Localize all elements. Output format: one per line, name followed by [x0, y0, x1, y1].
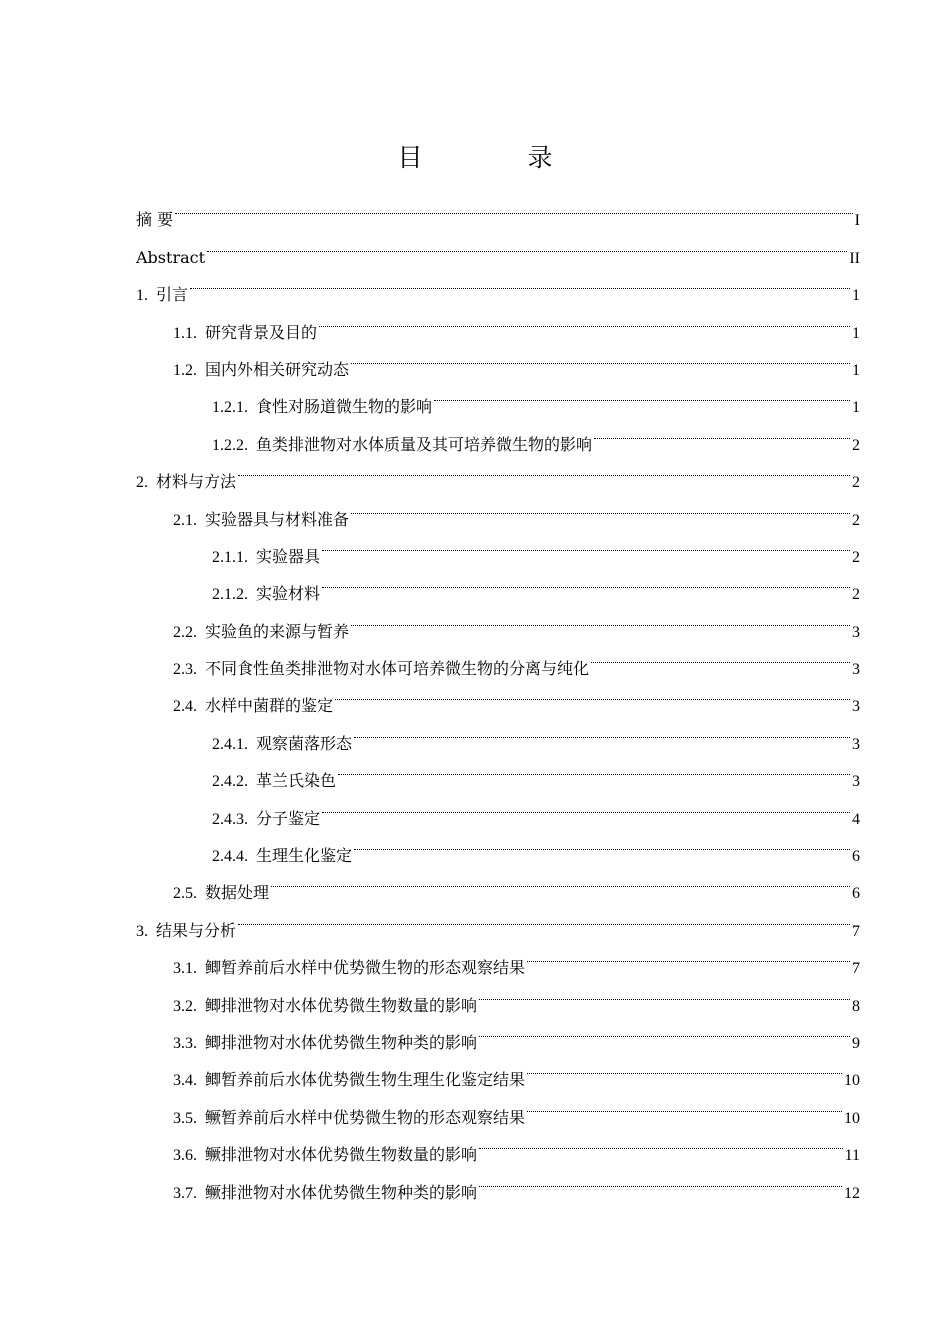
- toc-dot-leader: [351, 599, 850, 636]
- toc-entry-title: 实验器具与材料准备: [205, 509, 350, 529]
- toc-entry-page-number: 3: [852, 623, 860, 641]
- toc-dot-leader: [338, 749, 850, 786]
- toc-entry-page-number: 11: [844, 1147, 860, 1165]
- toc-entry-page-number: I: [854, 212, 860, 230]
- toc-entry-page-number: 2: [852, 586, 860, 604]
- toc-entry-page-number: 10: [844, 1109, 860, 1127]
- toc-entry-title: 结果与分析: [156, 920, 237, 940]
- toc-dot-leader: [322, 562, 850, 599]
- toc-dot-leader: [479, 1160, 842, 1197]
- toc-entry-title: 鱼类排泄物对水体质量及其可培养微生物的影响: [256, 434, 593, 454]
- toc-entry-title: 材料与方法: [156, 472, 237, 492]
- toc-dot-leader: [527, 1048, 842, 1085]
- toc-dot-leader: [335, 674, 850, 711]
- toc-entry[interactable]: [136, 263, 860, 305]
- toc-entry-page-number: 1: [852, 399, 860, 417]
- toc-entry-number: 3.7.: [173, 1184, 197, 1202]
- toc-entry-page-number: II: [849, 249, 860, 267]
- toc-entry-page-number: 3: [852, 735, 860, 753]
- toc-dot-leader: [322, 525, 850, 562]
- toc-entry-number: 2.4.2.: [212, 773, 248, 791]
- toc-entry-number: 1.2.1.: [212, 399, 248, 417]
- toc-entry-number: 3.4.: [173, 1072, 197, 1090]
- toc-entry-number: 1.2.2.: [212, 436, 248, 454]
- toc-entry-title: 鲫排泄物对水体优势微生物种类的影响: [205, 1032, 478, 1052]
- toc-entry-number: 1.: [136, 287, 148, 305]
- toc-entry[interactable]: [136, 450, 860, 492]
- toc-dot-leader: [351, 487, 850, 524]
- toc-entry-title: 鳜排泄物对水体优势微生物数量的影响: [205, 1145, 478, 1165]
- toc-entry-number: 2.1.1.: [212, 548, 248, 566]
- toc-entry-title: 国内外相关研究动态: [205, 359, 350, 379]
- toc-entry-title: 观察菌落形态: [256, 733, 353, 753]
- toc-entry-page-number: 7: [852, 960, 860, 978]
- toc-entry-title: 鳜暂养前后水样中优势微生物的形态观察结果: [205, 1107, 526, 1127]
- toc-dot-leader: [175, 188, 853, 225]
- toc-dot-leader: [527, 936, 850, 973]
- toc-dot-leader: [238, 898, 850, 935]
- toc-entry-title: 实验材料: [256, 584, 321, 604]
- toc-entry-page-number: 3: [852, 698, 860, 716]
- toc-entry-number: 1.1.: [173, 324, 197, 342]
- table-of-contents: [136, 188, 860, 1202]
- toc-entry-title: 鲫暂养前后水体优势微生物生理生化鉴定结果: [205, 1070, 526, 1090]
- toc-entry-number: 1.2.: [173, 361, 197, 379]
- toc-entry-page-number: 4: [852, 810, 860, 828]
- toc-entry[interactable]: [136, 188, 860, 230]
- toc-entry-title: 水样中菌群的鉴定: [205, 696, 334, 716]
- toc-entry-number: 2.4.4.: [212, 848, 248, 866]
- toc-entry-number: 3.3.: [173, 1034, 197, 1052]
- toc-entry-title: 实验鱼的来源与暂养: [205, 621, 350, 641]
- toc-entry-page-number: 6: [852, 885, 860, 903]
- toc-entry-title: 鳜排泄物对水体优势微生物种类的影响: [205, 1182, 478, 1202]
- toc-dot-leader: [479, 1011, 850, 1048]
- toc-entry-page-number: 2: [852, 548, 860, 566]
- toc-entry[interactable]: [136, 487, 860, 529]
- toc-entry-number: 3.2.: [173, 997, 197, 1015]
- toc-dot-leader: [271, 861, 850, 898]
- toc-entry-number: 2.1.: [173, 511, 197, 529]
- toc-entry-page-number: 1: [852, 287, 860, 305]
- toc-dot-leader: [351, 338, 850, 375]
- toc-entry-number: 2.4.1.: [212, 735, 248, 753]
- toc-entry-page-number: 6: [852, 848, 860, 866]
- toc-entry-title: 鲫暂养前后水样中优势微生物的形态观察结果: [205, 958, 526, 978]
- toc-entry-page-number: 2: [852, 436, 860, 454]
- toc-entry[interactable]: [136, 936, 860, 978]
- toc-dot-leader: [591, 637, 850, 674]
- toc-entry-title: 实验器具: [256, 546, 321, 566]
- toc-entry-number: 2.4.: [173, 698, 197, 716]
- toc-dot-leader: [238, 450, 850, 487]
- toc-entry-number: 3.1.: [173, 960, 197, 978]
- toc-entry-number: 2.2.: [173, 623, 197, 641]
- toc-entry[interactable]: [136, 300, 860, 342]
- toc-entry-page-number: 3: [852, 773, 860, 791]
- toc-entry-title: 摘 要: [136, 210, 174, 230]
- toc-entry-title: 引言: [156, 285, 189, 305]
- toc-title: 目 录: [397, 143, 593, 172]
- toc-entry[interactable]: [136, 225, 860, 267]
- toc-entry-page-number: 9: [852, 1034, 860, 1052]
- toc-entry-page-number: 2: [852, 511, 860, 529]
- toc-entry-title: 食性对肠道微生物的影响: [256, 397, 433, 417]
- toc-dot-leader: [354, 711, 850, 748]
- toc-entry-page-number: 1: [852, 324, 860, 342]
- toc-dot-leader: [434, 375, 850, 412]
- toc-dot-leader: [354, 824, 850, 861]
- toc-entry-page-number: 8: [852, 997, 860, 1015]
- toc-dot-leader: [594, 412, 850, 449]
- toc-entry-number: 2.5.: [173, 885, 197, 903]
- toc-dot-leader: [527, 1085, 842, 1122]
- toc-entry-number: 2.3.: [173, 661, 197, 679]
- toc-entry-page-number: 10: [844, 1072, 860, 1090]
- toc-dot-leader: [479, 1123, 843, 1160]
- toc-entry-number: 3.: [136, 922, 148, 940]
- toc-entry-title: 数据处理: [205, 883, 270, 903]
- toc-entry-number: 2.1.2.: [212, 586, 248, 604]
- toc-dot-leader: [319, 300, 850, 337]
- toc-entry-title: 生理生化鉴定: [256, 846, 353, 866]
- toc-entry-number: 2.4.3.: [212, 810, 248, 828]
- toc-dot-leader: [190, 263, 850, 300]
- toc-entry-title: Abstract: [136, 247, 206, 267]
- toc-entry-page-number: 1: [852, 361, 860, 379]
- toc-entry-title: 不同食性鱼类排泄物对水体可培养微生物的分离与纯化: [205, 659, 590, 679]
- toc-entry-title: 研究背景及目的: [205, 322, 318, 342]
- toc-entry-number: 3.6.: [173, 1147, 197, 1165]
- toc-dot-leader: [479, 973, 850, 1010]
- toc-dot-leader: [322, 786, 850, 823]
- toc-entry-title: 鲫排泄物对水体优势微生物数量的影响: [205, 995, 478, 1015]
- toc-entry[interactable]: [136, 898, 860, 940]
- toc-entry-title: 分子鉴定: [256, 808, 321, 828]
- toc-dot-leader: [207, 225, 847, 262]
- toc-entry-page-number: 2: [852, 474, 860, 492]
- toc-entry-page-number: 7: [852, 922, 860, 940]
- toc-entry-page-number: 12: [844, 1184, 860, 1202]
- toc-entry-title: 革兰氏染色: [256, 771, 337, 791]
- toc-entry-number: 2.: [136, 474, 148, 492]
- toc-entry-page-number: 3: [852, 661, 860, 679]
- toc-entry-number: 3.5.: [173, 1109, 197, 1127]
